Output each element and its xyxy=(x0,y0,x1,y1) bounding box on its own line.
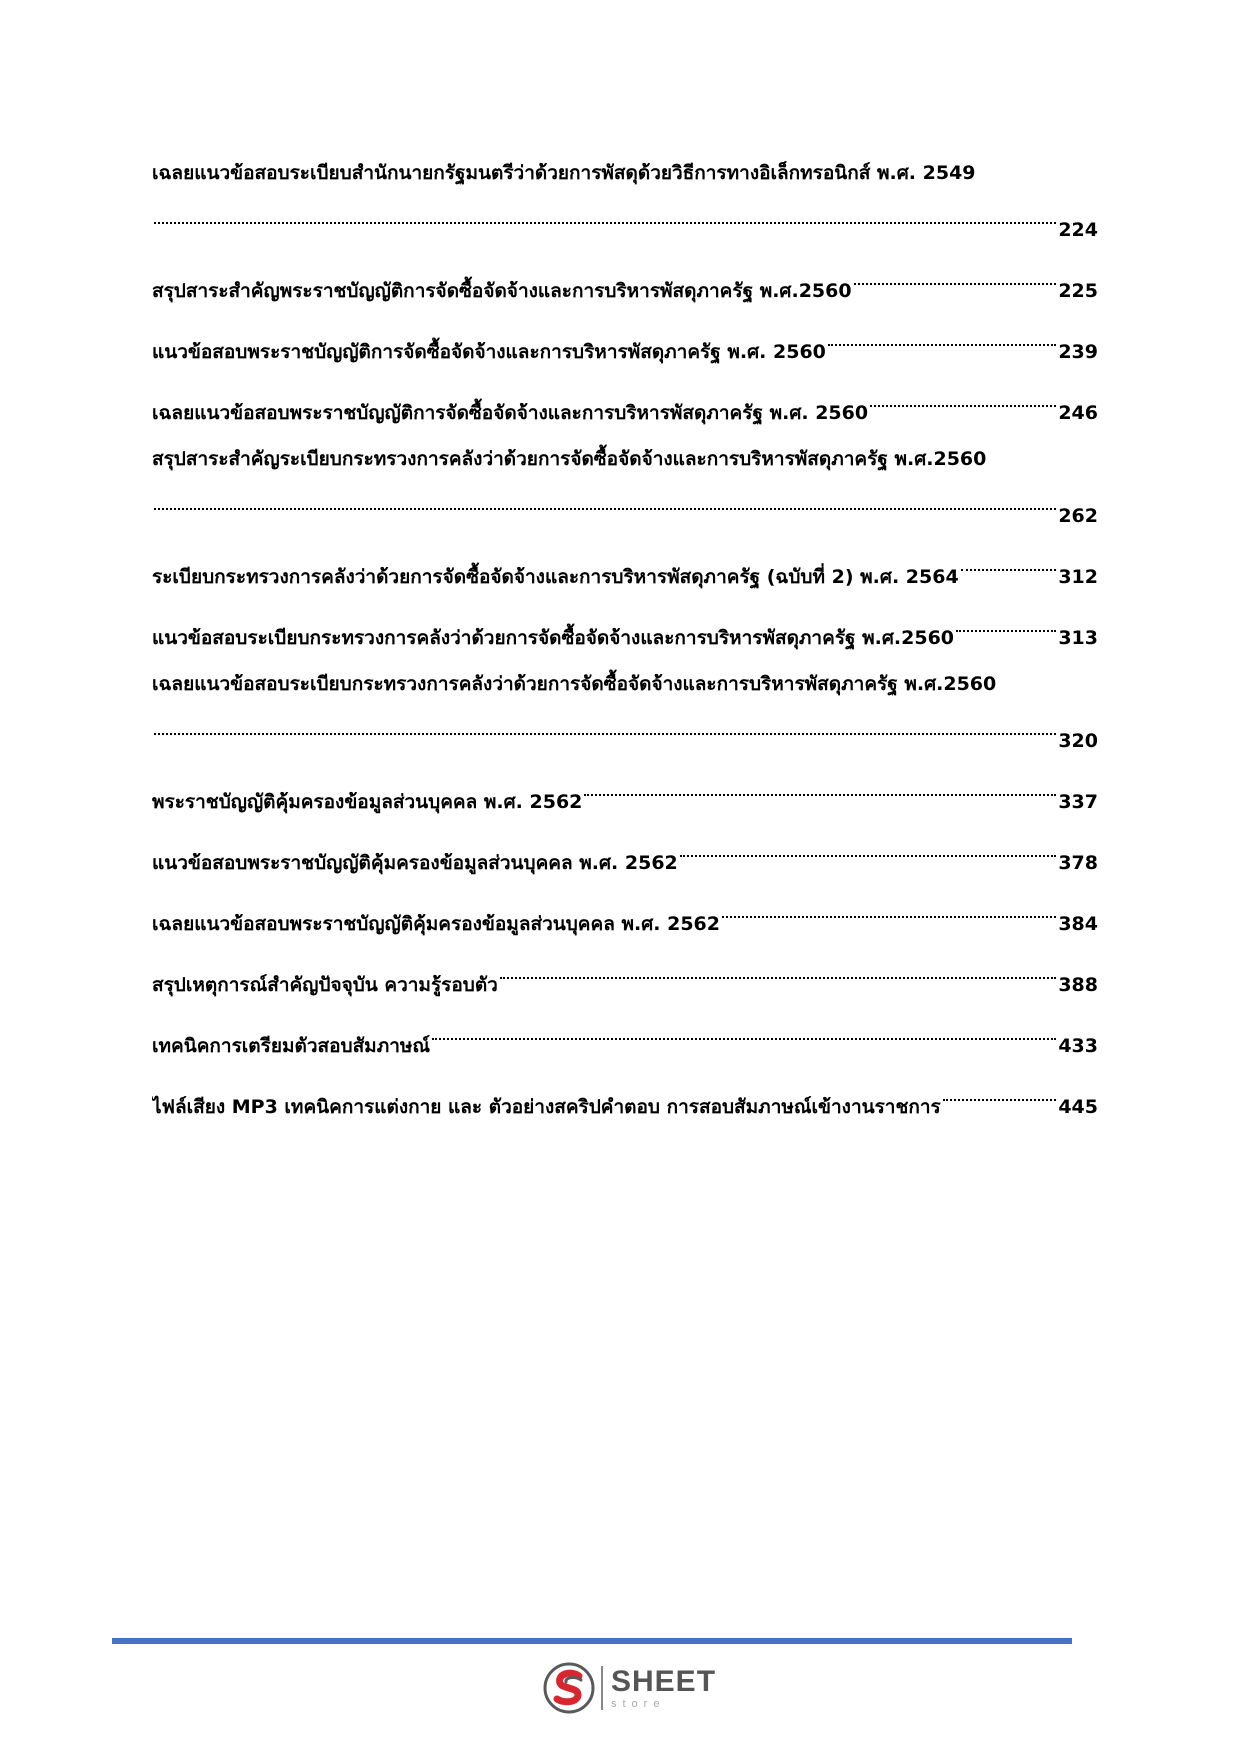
table-of-contents xyxy=(152,152,1098,1132)
toc-entry-page: 320 xyxy=(1058,730,1098,752)
toc-entry-page: 225 xyxy=(1058,280,1098,302)
toc-entry[interactable] xyxy=(152,888,1098,949)
dot-leader xyxy=(154,480,1056,522)
toc-entry-page: 337 xyxy=(1058,791,1098,813)
dot-leader xyxy=(154,705,1056,747)
toc-entry-title: แนวข้อสอบพระราชบัญญัติคุ้มครองข้อมูลส่วนบุคคล พ.ศ. 2562 xyxy=(152,852,678,874)
toc-entry-title: แนวข้อสอบพระราชบัญญัติการจัดซื้อจัดจ้างและการบริหารพัสดุภาครัฐ พ.ศ. 2560 xyxy=(152,341,826,363)
toc-entry[interactable] xyxy=(152,663,1098,766)
toc-entry-title: เทคนิคการเตรียมตัวสอบสัมภาษณ์ xyxy=(152,1035,431,1057)
toc-entry-title: เฉลยแนวข้อสอบพระราชบัญญัติการจัดซื้อจัดจ้างและการบริหารพัสดุภาครัฐ พ.ศ. 2560 xyxy=(152,402,869,424)
toc-entry[interactable] xyxy=(152,541,1098,602)
toc-entry-title: สรุปสาระสำคัญระเบียบกระทรวงการคลังว่าด้วยการจัดซื้อจัดจ้างและการบริหารพัสดุภาครัฐ พ.ศ.2560 xyxy=(152,448,987,470)
toc-entry-page: 262 xyxy=(1058,505,1098,527)
logo-divider xyxy=(601,1666,603,1710)
toc-entry[interactable] xyxy=(152,438,1098,541)
toc-entry[interactable] xyxy=(152,949,1098,1010)
dot-leader xyxy=(722,888,1056,930)
dot-leader xyxy=(432,1010,1056,1052)
dot-leader xyxy=(154,194,1056,236)
sheet-store-logo xyxy=(543,1662,716,1714)
toc-entry[interactable] xyxy=(152,152,1098,255)
toc-entry-page: 378 xyxy=(1058,852,1098,874)
toc-entry-title: สรุปสาระสำคัญพระราชบัญญัติการจัดซื้อจัดจ้างและการบริหารพัสดุภาครัฐ พ.ศ.2560 xyxy=(152,280,852,302)
toc-entry-page: 388 xyxy=(1058,974,1098,996)
toc-entry[interactable] xyxy=(152,255,1098,316)
toc-entry-title: เฉลยแนวข้อสอบระเบียบกระทรวงการคลังว่าด้วยการจัดซื้อจัดจ้างและการบริหารพัสดุภาครัฐ พ.ศ.2560 xyxy=(152,673,997,695)
dot-leader xyxy=(870,377,1056,419)
dot-leader xyxy=(956,602,1056,644)
dot-leader xyxy=(943,1071,1057,1113)
dot-leader xyxy=(961,541,1057,583)
toc-entry-page: 312 xyxy=(1058,566,1098,588)
toc-entry-page: 384 xyxy=(1058,913,1098,935)
toc-entry-title: เฉลยแนวข้อสอบพระราชบัญญัติคุ้มครองข้อมูลส่วนบุคคล พ.ศ. 2562 xyxy=(152,913,720,935)
logo-main-text: SHEET xyxy=(611,1664,717,1698)
dot-leader xyxy=(828,316,1056,358)
dot-leader xyxy=(680,827,1057,869)
footer-rule xyxy=(112,1638,1072,1644)
toc-entry-title: สรุปเหตุการณ์สำคัญปัจจุบัน ความรู้รอบตัว xyxy=(152,974,498,996)
toc-entry-page: 313 xyxy=(1058,627,1098,649)
toc-entry[interactable] xyxy=(152,602,1098,663)
toc-entry[interactable] xyxy=(152,316,1098,377)
toc-entry-page: 239 xyxy=(1058,341,1098,363)
toc-entry[interactable] xyxy=(152,377,1098,438)
toc-entry[interactable] xyxy=(152,1010,1098,1071)
dot-leader xyxy=(500,949,1056,991)
logo-wordmark xyxy=(611,1664,717,1710)
toc-entry-title: ไฟล์เสียง MP3 เทคนิคการแต่งกาย และ ตัวอย่างสคริปคำตอบ การสอบสัมภาษณ์เข้างานราชการ xyxy=(152,1096,941,1118)
toc-entry-title: เฉลยแนวข้อสอบระเบียบสำนักนายกรัฐมนตรีว่าด้วยการพัสดุด้วยวิธีการทางอิเล็กทรอนิกส์ พ.ศ. 2549 xyxy=(152,162,976,184)
toc-entry[interactable] xyxy=(152,1071,1098,1132)
toc-entry[interactable] xyxy=(152,766,1098,827)
sheet-store-logo-icon xyxy=(543,1662,595,1714)
toc-entry-title: พระราชบัญญัติคุ้มครองข้อมูลส่วนบุคคล พ.ศ. 2562 xyxy=(152,791,583,813)
toc-entry-page: 224 xyxy=(1058,219,1098,241)
toc-entry-title: ระเบียบกระทรวงการคลังว่าด้วยการจัดซื้อจัดจ้างและการบริหารพัสดุภาครัฐ (ฉบับที่ 2) พ.ศ. 2564 xyxy=(152,566,959,588)
dot-leader xyxy=(584,766,1056,808)
toc-entry-title: แนวข้อสอบระเบียบกระทรวงการคลังว่าด้วยการจัดซื้อจัดจ้างและการบริหารพัสดุภาครัฐ พ.ศ.2560 xyxy=(152,627,955,649)
toc-entry-page: 433 xyxy=(1058,1035,1098,1057)
toc-entry[interactable] xyxy=(152,827,1098,888)
logo-sub-text: store xyxy=(611,1697,666,1710)
toc-entry-page: 246 xyxy=(1058,402,1098,424)
dot-leader xyxy=(854,255,1057,297)
toc-entry-page: 445 xyxy=(1058,1096,1098,1118)
